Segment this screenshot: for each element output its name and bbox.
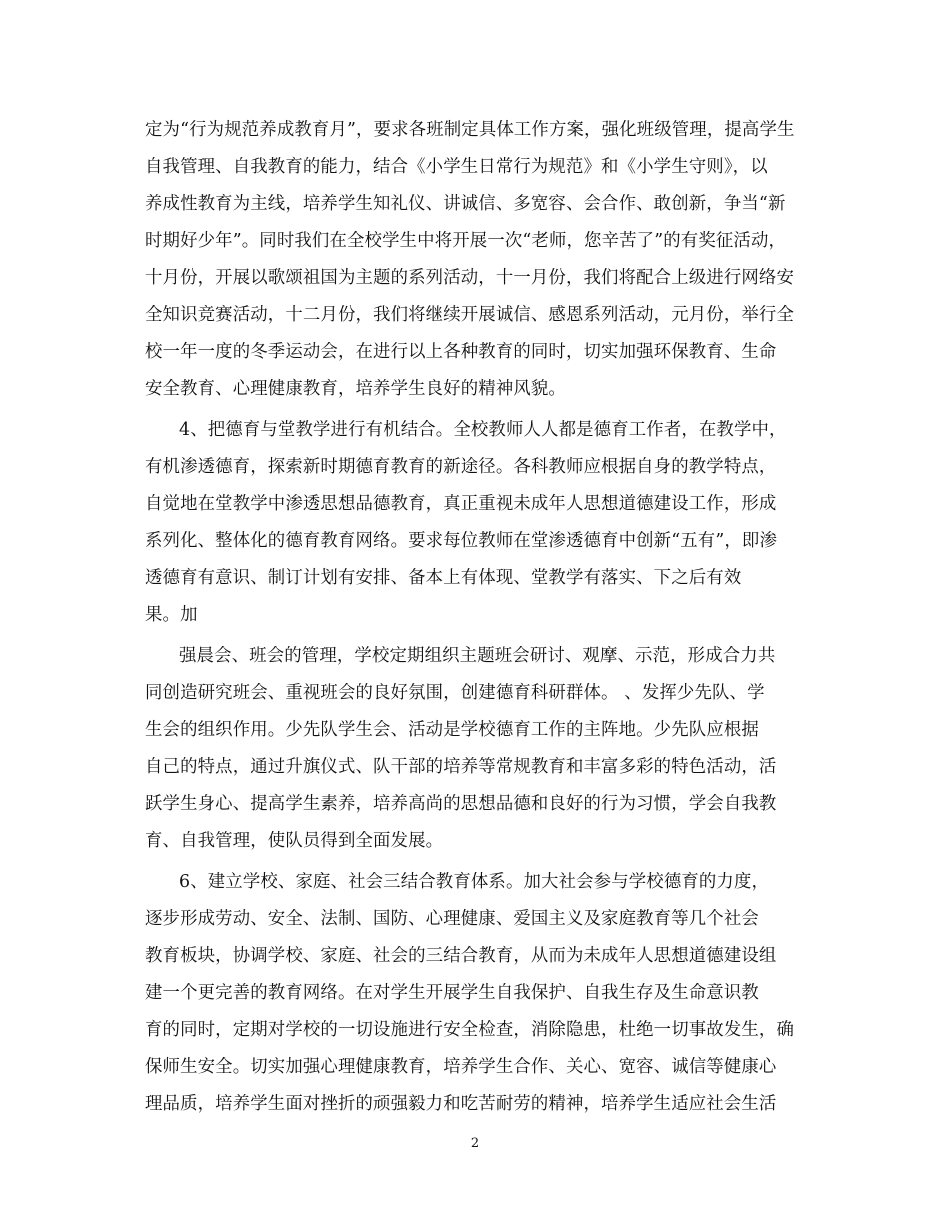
page-number: 2 <box>470 1136 480 1151</box>
paragraph-behavior-month <box>145 112 805 408</box>
text-line: 系列化、整体化的德育教育网络。要求每位教师在堂渗透德育中创新“五有”，即渗 <box>145 531 778 551</box>
text-line: 育的同时，定期对学校的一切设施进行安全检查，消除隐患，杜绝一切事故发生，确 <box>145 1020 795 1040</box>
text-line: 定为“行为规范养成教育月”，要求各班制定具体工作方案，强化班级管理，提高学生 <box>145 120 795 140</box>
text-line: 建一个更完善的教育网络。在对学生开展学生自我保护、自我生存及生命意识教 <box>145 983 759 1003</box>
paragraph-class-meetings <box>145 638 805 860</box>
text-line: 自我管理、自我教育的能力，结合《小学生日常行为规范》和《小学生守则》，以 <box>145 157 768 177</box>
text-line: 透德育有意识、制订计划有安排、备本上有体现、堂教学有落实、下之后有效 <box>145 568 742 588</box>
text-line: 养成性教育为主线，培养学生知礼仪、讲诚信、多宽容、会合作、敢创新，争当“新 <box>145 194 786 214</box>
text-line: 有机渗透德育，探索新时期德育教育的新途径。各科教师应根据自身的教学特点， <box>145 457 777 477</box>
text-line: 逐步形成劳动、安全、法制、国防、心理健康、爱国主义及家庭教育等几个社会 <box>145 909 759 929</box>
text-line: 十月份，开展以歌颂祖国为主题的系列活动，十一月份，我们将配合上级进行网络安 <box>145 268 795 288</box>
text-line: 跃学生身心、提高学生素养，培养高尚的思想品德和良好的行为习惯，学会自我教 <box>145 794 777 814</box>
text-line: 理品质，培养学生面对挫折的顽强毅力和吃苦耐劳的精神，培养学生适应社会生活 <box>145 1094 777 1114</box>
text-line: 全知识竞赛活动，十二月份，我们将继续开展诚信、感恩系列活动，元月份，举行全 <box>145 305 795 325</box>
document-body <box>145 112 805 1123</box>
text-line: 育、自我管理，使队员得到全面发展。 <box>145 831 444 851</box>
paragraph-item-4 <box>145 412 805 634</box>
text-line: 6、建立学校、家庭、社会三结合教育体系。加大社会参与学校德育的力度， <box>179 872 770 892</box>
text-line: 4、把德育与堂教学进行有机结合。全校教师人人都是德育工作者，在教学中， <box>179 420 787 440</box>
text-line: 校一年一度的冬季运动会，在进行以上各种教育的同时，切实加强环保教育、生命 <box>145 342 777 362</box>
text-line: 教育板块，协调学校、家庭、社会的三结合教育，从而为未成年人思想道德建设组 <box>145 946 777 966</box>
text-line: 时期好少年”。同时我们在全校学生中将开展一次“老师，您辛苦了”的有奖征活动， <box>145 231 787 251</box>
text-line: 自觉地在堂教学中渗透思想品德教育，真正重视未成年人思想道德建设工作，形成 <box>145 494 777 514</box>
text-line: 生会的组织作用。少先队学生会、活动是学校德育工作的主阵地。少先队应根据 <box>145 720 759 740</box>
text-line: 保师生安全。切实加强心理健康教育，培养学生合作、关心、宽容、诚信等健康心 <box>145 1057 777 1077</box>
text-line: 果。加 <box>145 605 198 625</box>
text-line: 同创造研究班会、重视班会的良好氛围，创建德育科研群体。 、发挥少先队、学 <box>145 683 765 703</box>
text-line: 强晨会、班会的管理，学校定期组织主题班会研讨、观摩、示范，形成合力共 <box>179 646 776 666</box>
text-line: 自己的特点，通过升旗仪式、队干部的培养等常规教育和丰富多彩的特色活动，活 <box>145 757 777 777</box>
paragraph-item-6 <box>145 864 805 1123</box>
text-line: 安全教育、心理健康教育，培养学生良好的精神风貌。 <box>145 379 566 399</box>
